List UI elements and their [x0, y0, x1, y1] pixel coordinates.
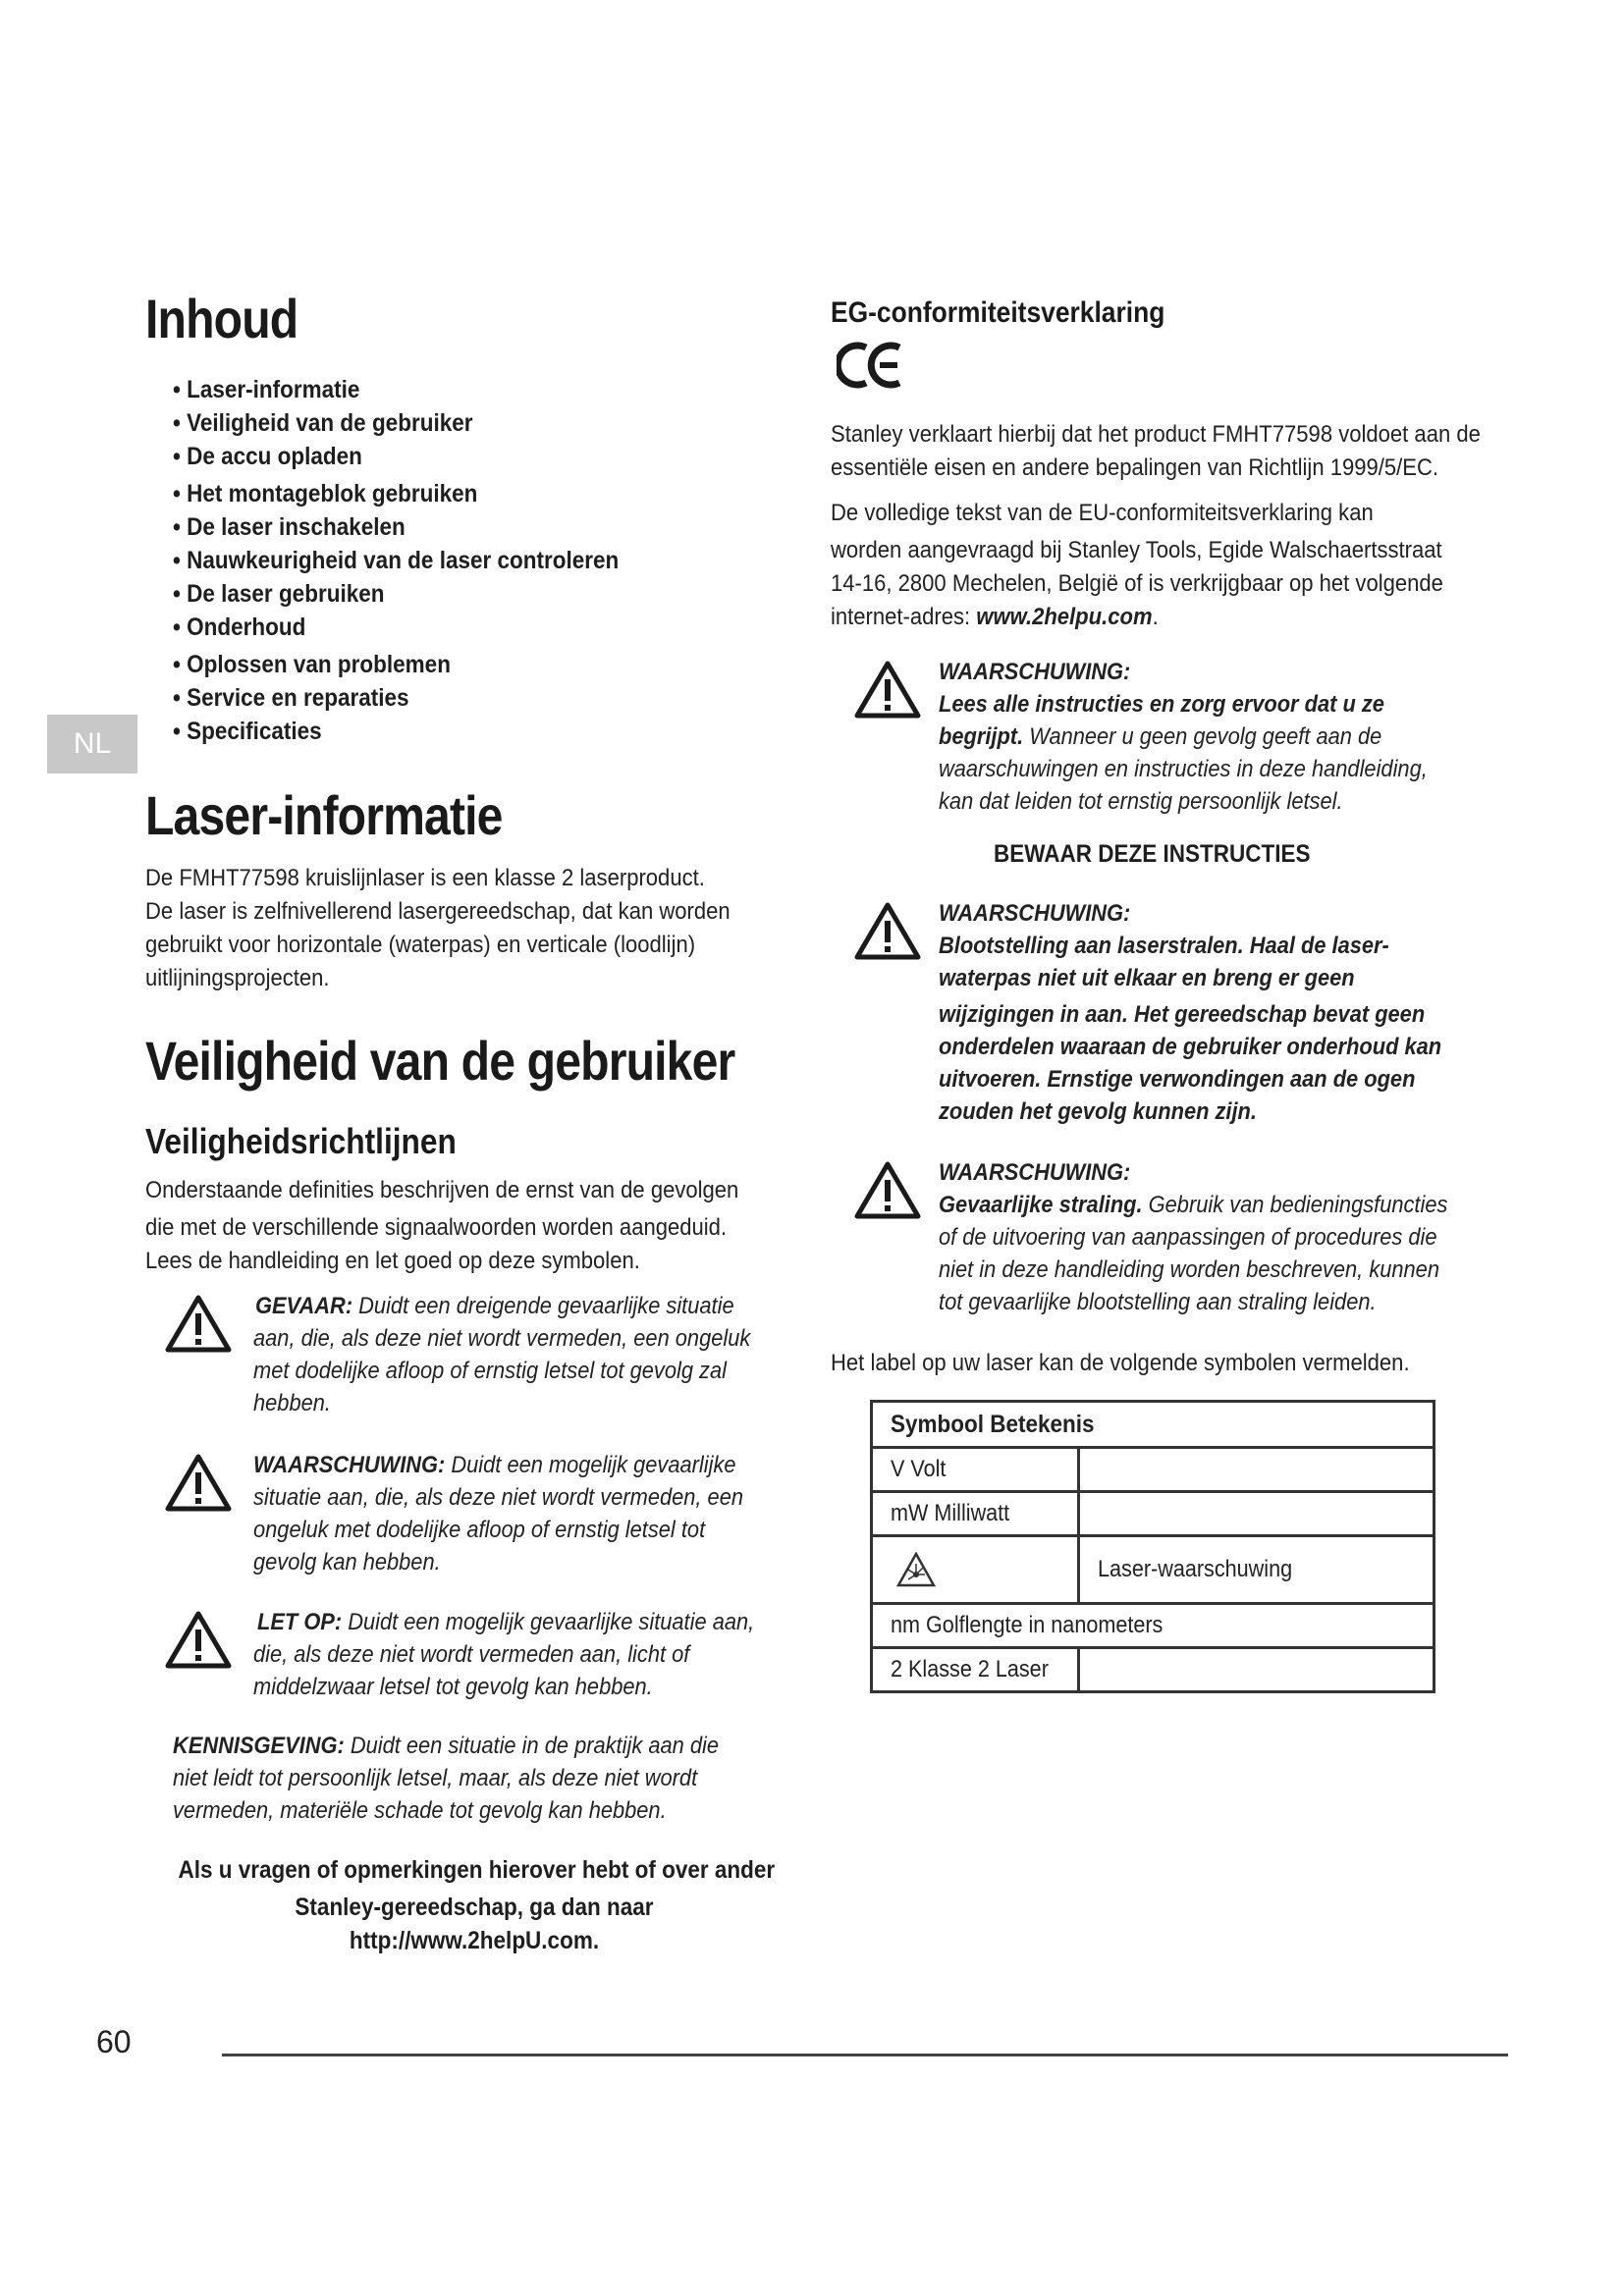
website-link[interactable]: www.2helpu.com — [976, 604, 1153, 630]
support-link[interactable]: http://www.2helpU.com. — [349, 1927, 600, 1954]
footer-rule — [222, 2054, 1508, 2056]
laser-warning-icon — [896, 1552, 936, 1587]
table-row — [872, 1604, 1435, 1648]
safety-title: Veiligheid van de gebruiker — [145, 1030, 735, 1092]
table-of-contents — [173, 373, 669, 748]
table-cell-symbol: nm Golflengte in nanometers — [872, 1604, 1435, 1648]
toc-item-charging[interactable]: • De accu opladen — [173, 443, 362, 470]
ce-mark-icon — [837, 342, 905, 389]
ec-full-text: De volledige tekst van de EU-conformiteitsverklaring kan worden aangevraagd bij Stanley Tools, Egide Walschaertsstraat 14-16, 2800 Mechelen, België of is verkrijgbaar op het volgende internet-adres: www.2helpu.com. — [831, 500, 1443, 630]
table-row — [872, 1648, 1435, 1692]
save-instructions: BEWAAR DEZE INSTRUCTIES — [994, 840, 1311, 868]
table-row — [872, 1536, 1435, 1604]
danger-definition-body: aan, die, als deze niet wordt vermeden, een ongeluk met dodelijke afloop of ernstig letsel tot gevolg zal hebben. — [253, 1325, 751, 1416]
caution-definition-body: die, als deze niet wordt vermeden aan, licht of middelzwaar letsel tot gevolg kan hebben. — [253, 1641, 690, 1700]
table-row — [872, 1402, 1435, 1448]
toc-item-user-safety[interactable]: • Veiligheid van de gebruiker — [173, 409, 473, 437]
contact-note: Als u vragen of opmerkingen hierover hebt of over ander Stanley-gereedschap, ga dan naar http://www.2helpU.com. — [145, 1853, 803, 1957]
toc-item-specifications[interactable]: • Specificaties — [173, 718, 322, 745]
table-cell-symbol: V Volt — [872, 1448, 1079, 1492]
warning-triangle-icon — [854, 660, 921, 719]
ec-statement: Stanley verklaart hierbij dat het product FMHT77598 voldoet aan de essentiële eisen en andere bepalingen van Richtlijn 1999/5/EC. — [831, 421, 1481, 481]
table-row — [872, 1492, 1435, 1536]
toc-item-laser-info[interactable]: • Laser-informatie — [173, 376, 360, 403]
safety-intro: Onderstaande definities beschrijven de ernst van de gevolgen die met de verschillende signaalwoorden worden aangeduid. Lees de handleiding en let goed op deze symbolen. — [145, 1177, 739, 1274]
toc-item-using-laser[interactable]: • De laser gebruiken — [173, 580, 385, 608]
warning-triangle-icon — [165, 1610, 232, 1669]
toc-item-troubleshooting[interactable]: • Oplossen van problemen — [173, 651, 451, 678]
caution-label: LET OP: — [257, 1609, 343, 1635]
warning-triangle-icon — [165, 1453, 232, 1512]
page-number: 60 — [96, 2024, 132, 2059]
toc-item-switch-on[interactable]: • De laser inschakelen — [173, 513, 406, 541]
warning-triangle-icon — [165, 1294, 232, 1353]
notice-definition: KENNISGEVING: Duidt een situatie in de praktijk aan die niet leidt tot persoonlijk letsel, maar, als deze niet wordt vermeden, materiële schade tot gevolg kan hebben. — [173, 1733, 719, 1824]
table-header: Symbool Betekenis — [872, 1402, 1435, 1448]
contents-title: Inhoud — [145, 288, 298, 349]
laser-info-title: Laser-informatie — [145, 784, 503, 846]
table-row — [872, 1448, 1435, 1492]
warning-read-instructions: WAARSCHUWING: Lees alle instructies en zorg ervoor dat u ze begrijpt. Wanneer u geen gevolg geeft aan de waarschuwingen en instructies in deze handleiding, kan dat leiden tot ernstig persoonlijk letsel. — [939, 656, 1428, 818]
danger-label: GEVAAR: — [255, 1293, 353, 1319]
toc-item-service[interactable]: • Service en reparaties — [173, 684, 409, 712]
warning-laser-exposure: WAARSCHUWING: Blootstelling aan laserstralen. Haal de laser- waterpas niet uit elkaar en breng er geen wijzigingen in aan. Het gereedschap bevat geen onderdelen waaraan de gebruiker onderhoud kan uitvoeren. Ernstige verwondingen aan de ogen zouden het gevolg kunnen zijn. — [939, 897, 1441, 1128]
warning-triangle-icon — [854, 901, 921, 960]
table-cell-symbol: 2 Klasse 2 Laser — [872, 1648, 1079, 1692]
warning-label: WAARSCHUWING: — [939, 659, 1131, 685]
symbol-table — [870, 1400, 1435, 1693]
table-cell-meaning — [1079, 1648, 1435, 1692]
warning-label: WAARSCHUWING: — [253, 1452, 446, 1478]
table-cell-meaning — [1079, 1492, 1435, 1536]
toc-item-mount-block[interactable]: • Het montageblok gebruiken — [173, 480, 478, 507]
warning-hazardous-radiation: WAARSCHUWING: Gevaarlijke straling. Gebruik van bedieningsfuncties of de uitvoering van aanpassingen of procedures die niet in deze handleiding worden beschreven, kunnen tot gevaarlijke blootstelling aan straling leiden. — [939, 1156, 1447, 1318]
danger-definition: GEVAAR: Duidt een dreigende gevaarlijke situatie — [255, 1293, 734, 1319]
warning-label: WAARSCHUWING: — [939, 900, 1131, 927]
table-cell-meaning — [1079, 1448, 1435, 1492]
ec-declaration-title: EG-conformiteitsverklaring — [831, 296, 1165, 329]
table-cell-meaning: Laser-waarschuwing — [1079, 1536, 1435, 1604]
language-tab: NL — [47, 715, 137, 774]
notice-label: KENNISGEVING: — [173, 1733, 345, 1759]
table-cell-symbol — [872, 1536, 1079, 1604]
toc-item-accuracy[interactable]: • Nauwkeurigheid van de laser controleren — [173, 547, 620, 574]
warning-triangle-icon — [854, 1160, 921, 1219]
label-intro: Het label op uw laser kan de volgende symbolen vermelden. — [831, 1350, 1410, 1376]
caution-definition: LET OP: Duidt een mogelijk gevaarlijke situatie aan, — [257, 1609, 755, 1635]
warning-definition: WAARSCHUWING: Duidt een mogelijk gevaarlijke situatie aan, die, als deze niet wordt vermeden, een ongeluk met dodelijke afloop of ernstig letsel tot gevolg kan hebben. — [253, 1452, 743, 1575]
toc-item-maintenance[interactable]: • Onderhoud — [173, 614, 306, 641]
safety-subtitle: Veiligheidsrichtlijnen — [145, 1121, 457, 1161]
warning-label: WAARSCHUWING: — [939, 1159, 1131, 1186]
laser-info-paragraph: De FMHT77598 kruislijnlaser is een klasse 2 laserproduct. De laser is zelfnivellerend lasergereedschap, dat kan worden gebruikt voor horizontale (waterpas) en verticale (loodlijn) uitlijningsprojecten. — [145, 865, 731, 991]
table-cell-symbol: mW Milliwatt — [872, 1492, 1079, 1536]
